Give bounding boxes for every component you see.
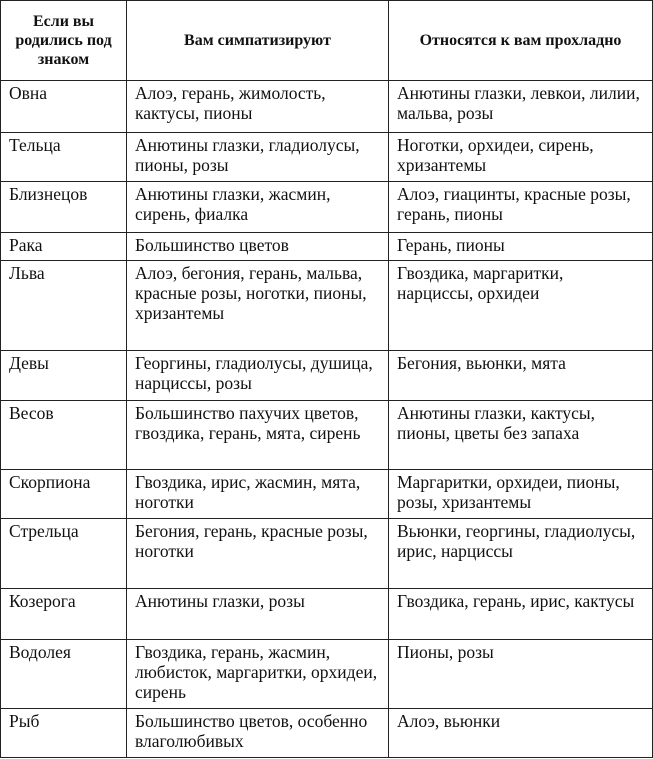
header-like: Вам симпатизируют — [127, 1, 389, 81]
dislike-cell: Анютины глазки, левкои, лилии, мальва, розы — [389, 81, 653, 133]
like-cell: Гвоздика, герань, жасмин, любисток, маргаритки, орхидеи, сирень — [127, 639, 389, 709]
table-row — [1, 639, 653, 709]
like-cell: Бегония, герань, красные розы, ноготки — [127, 519, 389, 589]
header-sign: Если вы родились под знаком — [1, 1, 127, 81]
sign-cell: Водолея — [1, 639, 127, 709]
sign-cell: Девы — [1, 351, 127, 401]
dislike-cell: Гвоздика, герань, ирис, кактусы — [389, 588, 653, 639]
dislike-cell: Анютины глазки, кактусы, пионы, цветы без запаха — [389, 400, 653, 469]
dislike-cell: Алоэ, гиацинты, красные розы, герань, пионы — [389, 182, 653, 233]
sign-cell: Близнецов — [1, 182, 127, 233]
dislike-cell: Герань, пионы — [389, 232, 653, 260]
table-row — [1, 132, 653, 182]
sign-cell: Тельца — [1, 132, 127, 182]
dislike-cell: Маргаритки, орхидеи, пионы, розы, хризантемы — [389, 469, 653, 519]
like-cell: Большинство пахучих цветов, гвоздика, герань, мята, сирень — [127, 400, 389, 469]
table-row — [1, 351, 653, 401]
table-row — [1, 400, 653, 469]
like-cell: Алоэ, герань, жимолость, кактусы, пионы — [127, 81, 389, 133]
table-row — [1, 232, 653, 260]
table-row — [1, 469, 653, 519]
sign-cell: Весов — [1, 400, 127, 469]
sign-cell: Рыб — [1, 709, 127, 758]
sign-cell: Овна — [1, 81, 127, 133]
dislike-cell: Пионы, розы — [389, 639, 653, 709]
header-dislike: Относятся к вам прохладно — [389, 1, 653, 81]
like-cell: Большинство цветов, особенно влаголюбивых — [127, 709, 389, 758]
dislike-cell: Алоэ, вьюнки — [389, 709, 653, 758]
like-cell: Анютины глазки, розы — [127, 588, 389, 639]
table-row — [1, 182, 653, 233]
dislike-cell: Бегония, вьюнки, мята — [389, 351, 653, 401]
like-cell: Алоэ, бегония, герань, мальва, красные розы, ноготки, пионы, хризантемы — [127, 261, 389, 351]
dislike-cell: Ноготки, орхидеи, сирень, хризантемы — [389, 132, 653, 182]
like-cell: Анютины глазки, гладиолусы, пионы, розы — [127, 132, 389, 182]
dislike-cell: Вьюнки, георгины, гладиолусы, ирис, нарциссы — [389, 519, 653, 589]
sign-cell: Козерога — [1, 588, 127, 639]
like-cell: Анютины глазки, жасмин, сирень, фиалка — [127, 182, 389, 233]
sign-cell: Рака — [1, 232, 127, 260]
like-cell: Георгины, гладиолусы, душица, нарциссы, розы — [127, 351, 389, 401]
table-row — [1, 588, 653, 639]
table-row — [1, 81, 653, 133]
sign-cell: Скорпиона — [1, 469, 127, 519]
table-row — [1, 519, 653, 589]
sign-cell: Стрельца — [1, 519, 127, 589]
dislike-cell: Гвоздика, маргаритки, нарциссы, орхидеи — [389, 261, 653, 351]
table-header-row — [1, 1, 653, 81]
table-row — [1, 261, 653, 351]
like-cell: Гвоздика, ирис, жасмин, мята, ноготки — [127, 469, 389, 519]
table-row — [1, 709, 653, 758]
like-cell: Большинство цветов — [127, 232, 389, 260]
sign-cell: Льва — [1, 261, 127, 351]
